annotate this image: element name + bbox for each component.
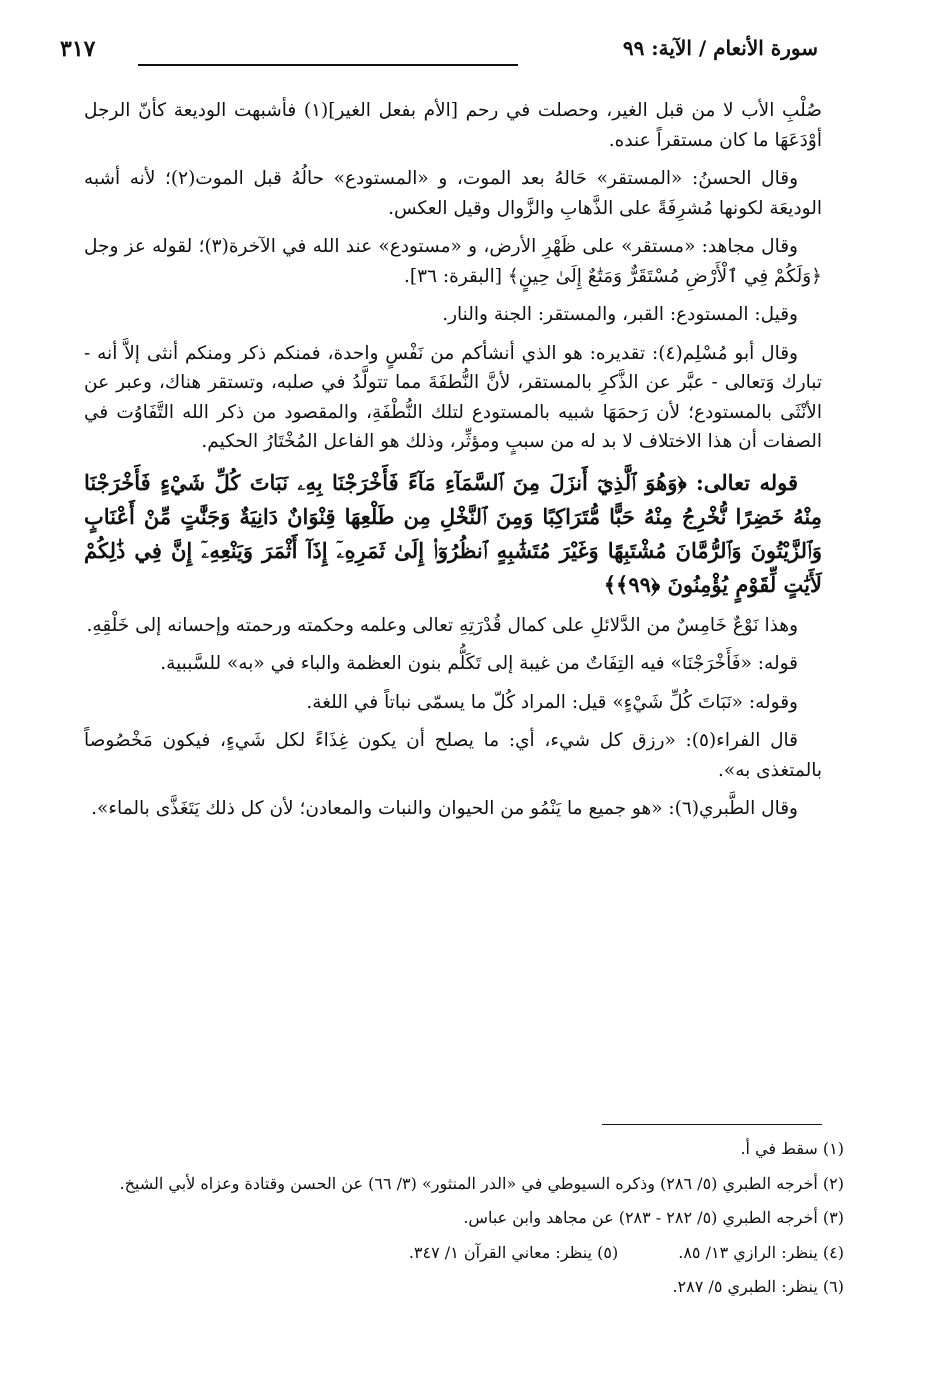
footnote: (٦) ينظر: الطبري ٥/ ٢٨٧. <box>672 1277 844 1296</box>
running-title: سورة الأنعام / الآية: ٩٩ <box>622 36 818 60</box>
paragraph: صُلْبِ الأب لا من قبل الغير، وحصلت في رحم [الأم بفعل الغير](١) فأشبهت الوديعة كأنّ الرجل أوْدَعَهَا ما كان مستقراً عنده. <box>84 100 822 151</box>
footnote-separator <box>602 1124 822 1125</box>
main-text <box>84 96 822 833</box>
paragraph: وقال الحسنُ: «المستقر» حَالهُ بعد الموت، و «المستودع» حالُهُ قبل الموت(٢)؛ لأنه أشبه الوديعَة لكونها مُشرِفَةً على الذَّهابِ والزَّوال وقيل العكس. <box>84 168 822 219</box>
footnote: (٣) أخرجه الطبري (٥/ ٢٨٢ - ٢٨٣) عن مجاهد وابن عباس. <box>463 1208 844 1227</box>
quran-verse: قوله تعالى: ﴿وَهُوَ ٱلَّذِيٓ أَنزَلَ مِنَ ٱلسَّمَآءِ مَآءً فَأَخْرَجْنَا بِهِۦ نَبَاتَ كُلِّ شَيْءٍ فَأَخْرَجْنَا مِنْهُ خَضِرًا نُّخْرِجُ مِنْهُ حَبًّا مُّتَرَاكِبًا وَمِنَ ٱلنَّخْلِ مِن طَلْعِهَا قِنْوَانٌ دَانِيَةٌ وَجَنَّٰتٍ مِّنْ أَعْنَابٍ وَٱلزَّيْتُونَ وَٱلرُّمَّانَ مُشْتَبِهًا وَغَيْرَ مُتَشَٰبِهٍ ٱنظُرُوٓا۟ إِلَىٰ ثَمَرِهِۦٓ إِذَآ أَثْمَرَ وَيَنْعِهِۦٓ إِنَّ فِي ذَٰلِكُمْ لَأَيَٰتٍ لِّقَوْمٍ يُؤْمِنُونَ ﴿٩٩﴾﴾ <box>84 469 822 597</box>
footnote-row <box>60 1236 844 1271</box>
paragraph: قال الفراء(٥): «رزق كل شيء، أي: ما يصلح أن يكون غِذَاءً لكل شَيءٍ، فيكون مَخْصُوصاً بالمتغذى به». <box>84 730 822 781</box>
paragraph: قوله: «فَأَخْرَجْنَا» فيه التِفَاتٌ من غيبة إلى تَكَلُّم بنون العظمة والباء في «به» للسَّببية. <box>160 653 798 674</box>
paragraph: وهذا نَوْعٌ خَامِسٌ من الدَّلائلِ على كمال قُدْرَتِهِ تعالى وعلمه وحكمته ورحمته وإحسانه إلى خَلْقِهِ. <box>86 614 798 636</box>
footnotes <box>60 1132 844 1305</box>
page-number: ٣١٧ <box>60 36 96 62</box>
paragraph: وقيل: المستودع: القبر، والمستقر: الجنة والنار. <box>442 304 798 325</box>
paragraph: وقال الطَّبري(٦): «هو جميع ما يَنْمُو من الحيوان والنبات والمعادن؛ لأن كل ذلك يَتَغَذَّى بالماء». <box>91 798 798 819</box>
footnote: (٤) ينظر: الرازي ١٣/ ٨٥. <box>678 1242 844 1262</box>
paragraph: وقال أبو مُسْلِم(٤): تقديره: هو الذي أنشأكم من نَفْسٍ واحدة، فمنكم ذكر ومنكم أنثى إلاَّ أنه - تبارك وَتعالى - عبَّر عن الذَّكرِ بالمستقر، لأنَّ النُّطفَةَ مما تتولَّدُ في صلبه، وتستقر هناك، وعبر عن الأنْثَى بالمستودع؛ لأن رَحمَهَا شبيه بالمستودع لتلك النُّطْفَةِ، والمقصود من ذكر الله التَّفَاوُت في الصفات أن هذا الاختلاف لا بد له من سببٍ ومؤثِّر، وذلك هو الفاعل المُخْتَارُ الحكيم. <box>84 342 822 452</box>
paragraph: وقوله: «نَبَاتَ كُلِّ شَيْءٍ» قيل: المراد كُلّ ما يسمّى نباتاً في اللغة. <box>306 691 798 713</box>
footnote: (٢) أخرجه الطبري (٥/ ٢٨٦) وذكره السيوطي في «الدر المنثور» (٣/ ٦٦) عن الحسن وقتادة وعزاه لأبي الشيخ. <box>119 1173 844 1193</box>
footnote: (٥) ينظر: معاني القرآن ١/ ٣٤٧. <box>408 1242 619 1262</box>
paragraph: وقال مجاهد: «مستقر» على ظَهْرِ الأرض، و «مستودع» عند الله في الآخرة(٣)؛ لقوله عز وجل ﴿وَلَكُمْ فِي ٱلْأَرْضِ مُسْتَقَرٌّ وَمَتَٰعٌ إِلَىٰ حِينٍ﴾ [البقرة: ٣٦]. <box>84 236 822 287</box>
page-header <box>60 34 818 74</box>
footnote: (١) سقط في أ. <box>740 1139 844 1158</box>
header-rule <box>138 64 518 66</box>
